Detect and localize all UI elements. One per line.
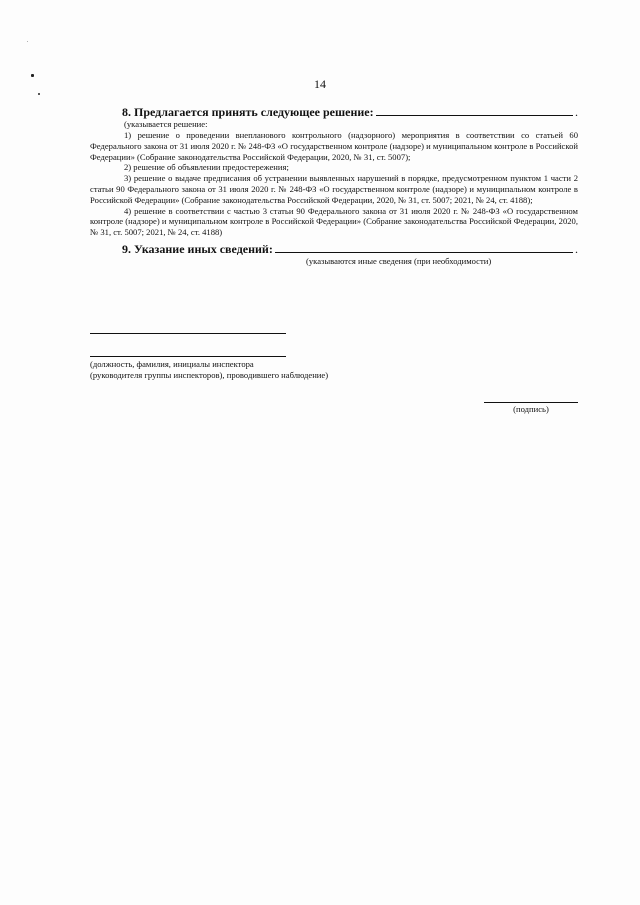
section-9-end-punct: . <box>575 241 578 256</box>
section-9-hint: (указываются иные сведения (при необходимости) <box>306 255 492 266</box>
document-body <box>90 104 578 267</box>
decision-item-1: 1) решение о проведении внепланового контрольного (надзорного) мероприятия в соответствии со статьей 60 Федерального закона от 31 июля 2020 г. № 248-ФЗ «О государственном контроле (надзоре) и муниципальном контроле в Российской Федерации» (Собрание законодательства Российской Федерации, 2020, № 31, ст. 5007); <box>90 130 578 162</box>
section-8-title: 8. Предлагается принять следующее решение: <box>122 105 374 119</box>
signature-caption: (подпись) <box>513 404 549 414</box>
inspector-blank-line-1 <box>90 333 286 334</box>
page-number: 14 <box>314 77 326 91</box>
decision-item-4: 4) решение в соответствии с частью 3 статьи 90 Федерального закона от 31 июля 2020 г. № 248-ФЗ «О государственном контроле (надзоре) и муниципальном контроле в Российской Федерации» (Собрание законодательства Российской Федерации, 2020, № 31, ст. 5007; 2021, № 24, ст. 4188) <box>90 205 578 238</box>
section-8-hint: (указывается решение: <box>124 119 208 129</box>
decision-item-2: 2) решение об объявлении предостережения; <box>124 162 289 173</box>
section-9-heading <box>90 241 578 256</box>
section-9-answer-blank <box>275 241 573 253</box>
inspector-caption <box>90 359 328 382</box>
scan-speck <box>38 93 40 95</box>
inspector-caption-line-2: (руководителя группы инспекторов), проводившего наблюдение) <box>90 370 329 381</box>
inspector-caption-line-1: (должность, фамилия, инициалы инспектора <box>90 359 254 369</box>
signature-blank-line <box>484 402 578 403</box>
section-9-title: 9. Указание иных сведений: <box>122 241 273 256</box>
section-8-heading <box>90 104 578 119</box>
decision-item-3: 3) решение о выдаче предписания об устранении выявленных нарушений в порядке, предусмотренном пунктом 1 части 2 статьи 90 Федерального закона от 31 июля 2020 г. № 248-ФЗ «О государственном контроле (надзоре) и муниципальном контроле в Российской Федерации» (Собрание законодательства Российской Федерации, 2020, № 31, ст. 5007; 2021, № 24, ст. 4188); <box>90 173 578 205</box>
section-8-end-punct: . <box>575 105 578 119</box>
inspector-blank-line-2 <box>90 356 286 357</box>
section-8-answer-blank <box>376 104 573 116</box>
scan-speck <box>27 41 28 42</box>
